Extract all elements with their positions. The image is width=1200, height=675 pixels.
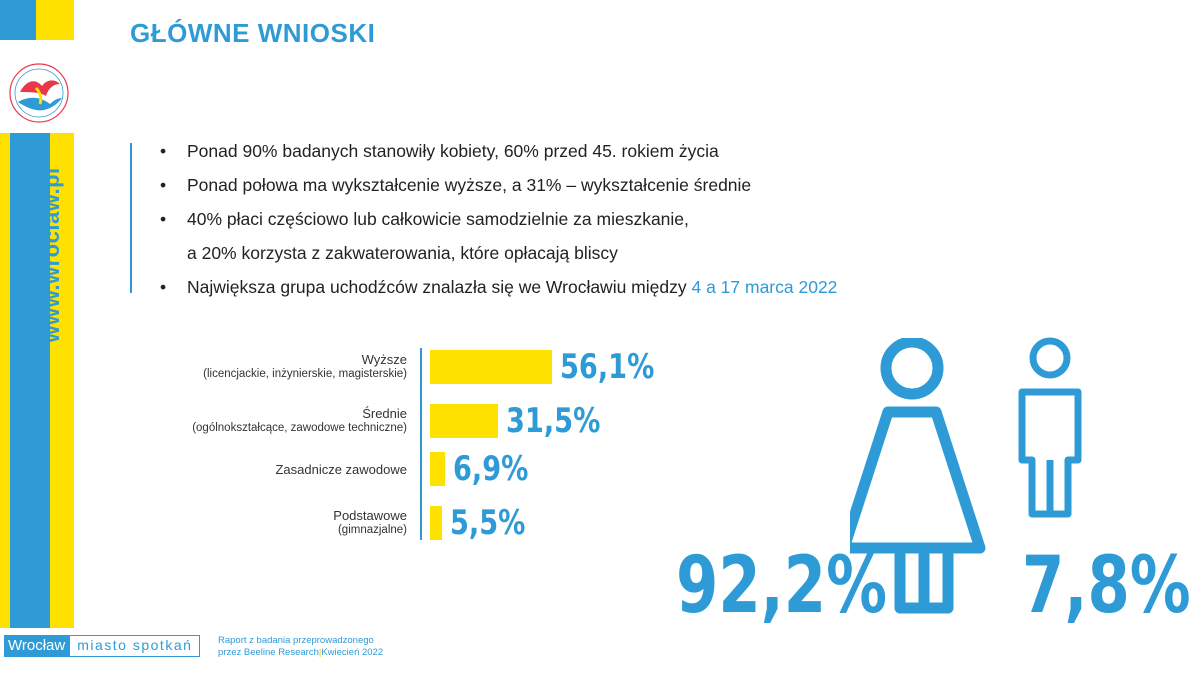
bullet-dot: • — [160, 175, 167, 195]
bullets-accent-bar — [130, 143, 132, 293]
bar-value-label: 6,9% — [452, 449, 529, 489]
list-item — [160, 270, 837, 304]
bar-value-label: 31,5% — [506, 401, 601, 441]
female-percentage: 92,2% — [676, 541, 888, 631]
footer-note-line1: Raport z badania przeprowadzonego — [218, 635, 374, 646]
bar — [430, 506, 442, 540]
bar-category-name: Wyższe — [361, 352, 407, 367]
list-item — [160, 134, 837, 168]
list-item-text: 40% płaci częściowo lub całkowicie samodzielnie za mieszkanie, — [187, 209, 689, 229]
male-percentage: 7,8% — [1022, 541, 1191, 631]
bar-category-sublabel: (licencjackie, inżynierskie, magisterskie) — [203, 368, 407, 380]
footer-report-note — [218, 635, 383, 659]
left-band-yellow-strip — [0, 133, 10, 628]
footer-note-separator: | — [318, 647, 322, 658]
education-bar-chart — [150, 345, 670, 545]
footer-note-line2: przez Beeline Research — [218, 647, 319, 658]
bullet-dot: • — [160, 277, 167, 297]
chart-axis-line — [420, 348, 422, 540]
left-band-yellow-top — [36, 0, 74, 40]
bar-category-sublabel: (ogólnokształcące, zawodowe techniczne) — [192, 422, 407, 434]
bar — [430, 452, 445, 486]
bar — [430, 350, 552, 384]
page-title: GŁÓWNE WNIOSKI — [130, 18, 376, 48]
bar-category-name: Średnie — [362, 406, 407, 421]
wroclaw-bird-emblem-icon — [6, 62, 72, 124]
date-highlight: 4 a 17 marca 2022 — [691, 277, 838, 297]
list-item — [160, 202, 837, 236]
footer-logo-city: Wrocław — [4, 635, 69, 657]
bar-value-label: 5,5% — [449, 503, 526, 543]
list-item-text: Ponad połowa ma wykształcenie wyższe, a 31% – wykształcenie średnie — [187, 175, 752, 195]
bar-category-name: Podstawowe — [333, 508, 407, 523]
bar-category-name: Zasadnicze zawodowe — [275, 461, 407, 477]
left-band-blue-top — [0, 0, 36, 40]
list-item-continuation — [160, 236, 837, 270]
bar-category-label — [333, 508, 407, 538]
list-item-text: Największa grupa uchodźców znalazła się we Wrocławiu między — [187, 277, 692, 297]
key-findings-list — [160, 134, 837, 304]
bullet-dot: • — [160, 209, 167, 229]
footer-city-logo[interactable] — [4, 635, 200, 657]
bar-category-label — [192, 406, 407, 436]
footer-note-date: Kwiecień 2022 — [321, 647, 384, 658]
bar-category-label — [275, 462, 407, 477]
bar-category-sublabel: (gimnazjalne) — [337, 524, 407, 536]
list-item-text: Ponad 90% badanych stanowiły kobiety, 60% przed 45. rokiem życia — [187, 141, 719, 161]
bar — [430, 404, 498, 438]
footer-logo-tagline: miasto spotkań — [69, 635, 200, 657]
site-url-text[interactable]: www.wroclaw.pl — [39, 167, 64, 343]
bullet-dot: • — [160, 141, 167, 161]
list-item — [160, 168, 837, 202]
bar-category-label — [203, 352, 407, 382]
list-item-text: a 20% korzysta z zakwaterowania, które opłacają bliscy — [187, 243, 618, 263]
bar-value-label: 56,1% — [559, 347, 655, 387]
male-person-icon — [1016, 336, 1086, 521]
